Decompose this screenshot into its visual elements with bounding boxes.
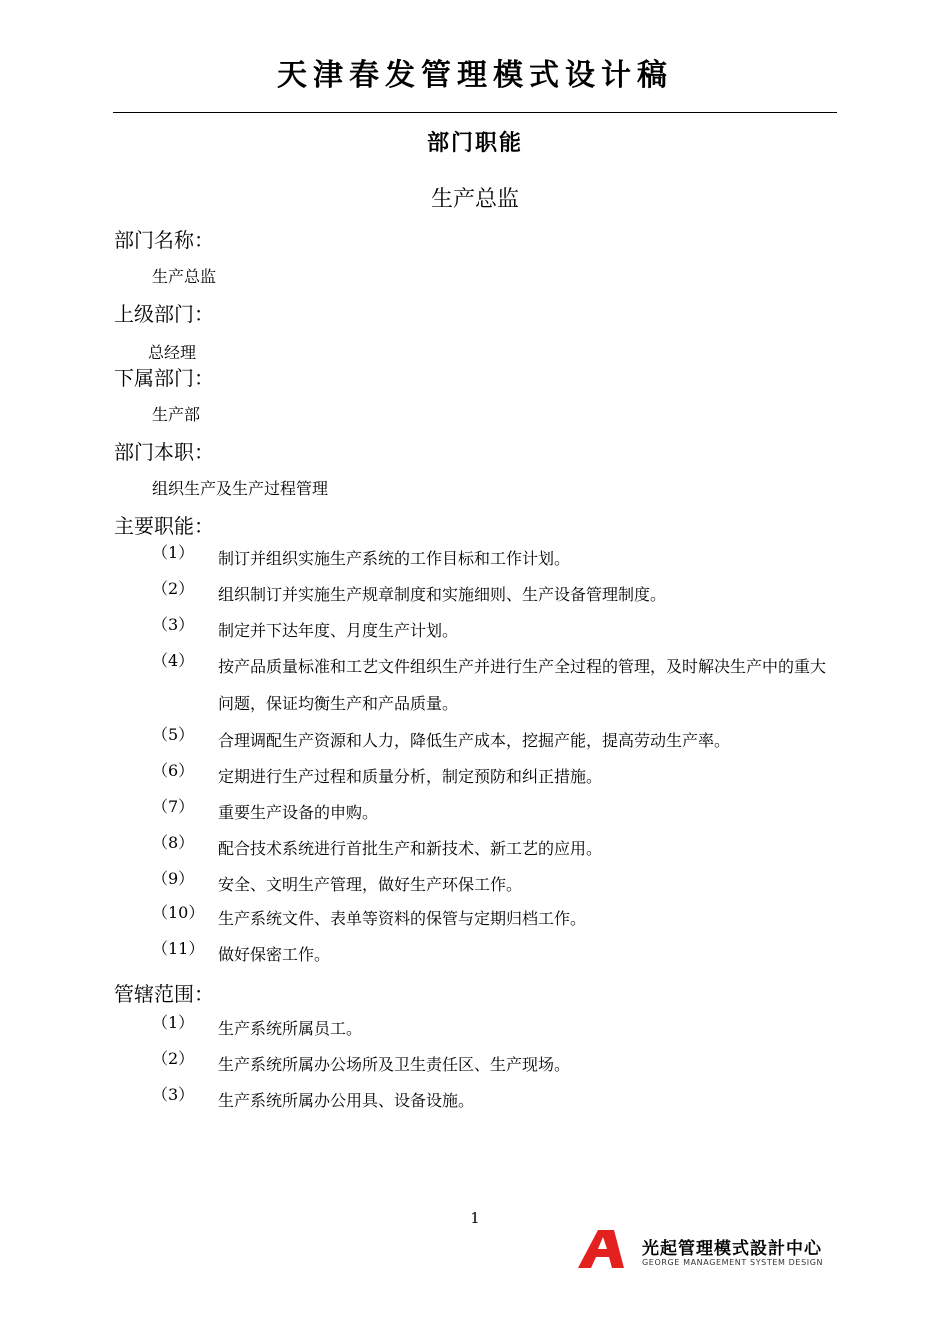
list-item-number: （2） xyxy=(152,1049,195,1068)
list-item-number: （11） xyxy=(152,939,205,958)
list-item-number: （5） xyxy=(152,725,195,744)
header-title: 天津春发管理模式设计稿 xyxy=(277,58,673,93)
company-logo xyxy=(576,1228,846,1270)
list-item-text: 制订并组织实施生产系统的工作目标和工作计划。 xyxy=(218,549,571,568)
superior-heading: 上级部门： xyxy=(114,302,214,326)
list-item-text: 合理调配生产资源和人力，降低生产成本，挖掘产能，提高劳动生产率。 xyxy=(218,731,731,750)
list-item-number: （1） xyxy=(152,543,195,562)
list-item-number: （9） xyxy=(152,869,195,888)
list-item-text: 组织制订并实施生产规章制度和实施细则、生产设备管理制度。 xyxy=(218,585,667,604)
list-item-text: 生产系统文件、表单等资料的保管与定期归档工作。 xyxy=(218,909,587,928)
list-item-text: 制定并下达年度、月度生产计划。 xyxy=(218,621,459,640)
list-item-number: （8） xyxy=(152,833,195,852)
duty-heading: 部门本职： xyxy=(114,440,214,464)
list-item-number: （4） xyxy=(152,651,195,670)
list-item-text: 重要生产设备的申购。 xyxy=(218,803,379,822)
list-item-text: 生产系统所属员工。 xyxy=(218,1019,363,1038)
logo-tagline: GEORGE MANAGEMENT SYSTEM DESIGN xyxy=(642,1258,824,1267)
dept-name-heading: 部门名称： xyxy=(114,228,214,252)
list-item-number: （3） xyxy=(152,615,195,634)
list-item-number: （1） xyxy=(152,1013,195,1032)
subordinate-value: 生产部 xyxy=(152,405,201,424)
list-item-text: 按产品质量标准和工艺文件组织生产并进行生产全过程的管理，及时解决生产中的重大问题，保证均衡生产和产品质量。 xyxy=(218,657,827,713)
list-item-text: 生产系统所属办公场所及卫生责任区、生产现场。 xyxy=(218,1055,571,1074)
logo-a-mark-icon xyxy=(576,1228,636,1270)
list-item-text: 安全、文明生产管理，做好生产环保工作。 xyxy=(218,875,523,894)
list-item-number: （3） xyxy=(152,1085,195,1104)
list-item-number: （7） xyxy=(152,797,195,816)
list-item-number: （10） xyxy=(152,903,205,922)
list-item-number: （6） xyxy=(152,761,195,780)
header-divider xyxy=(113,112,837,113)
dept-name-value: 生产总监 xyxy=(152,267,217,286)
main-functions-heading: 主要职能： xyxy=(114,514,214,538)
scope-heading: 管辖范围： xyxy=(114,982,214,1006)
document-subtitle: 生产总监 xyxy=(430,187,519,212)
logo-name: 光起管理模式設計中心 xyxy=(642,1239,822,1259)
superior-value: 总经理 xyxy=(148,343,197,362)
list-item-text: 做好保密工作。 xyxy=(218,945,331,964)
list-item-text: 生产系统所属办公用具、设备设施。 xyxy=(218,1091,475,1110)
list-item-text: 定期进行生产过程和质量分析，制定预防和纠正措施。 xyxy=(218,767,603,786)
duty-value: 组织生产及生产过程管理 xyxy=(152,479,329,498)
subordinate-heading: 下属部门： xyxy=(114,366,214,390)
list-item-number: （2） xyxy=(152,579,195,598)
page-number: 1 xyxy=(470,1209,480,1227)
list-item-text: 配合技术系统进行首批生产和新技术、新工艺的应用。 xyxy=(218,839,603,858)
document-title: 部门职能 xyxy=(426,131,523,156)
